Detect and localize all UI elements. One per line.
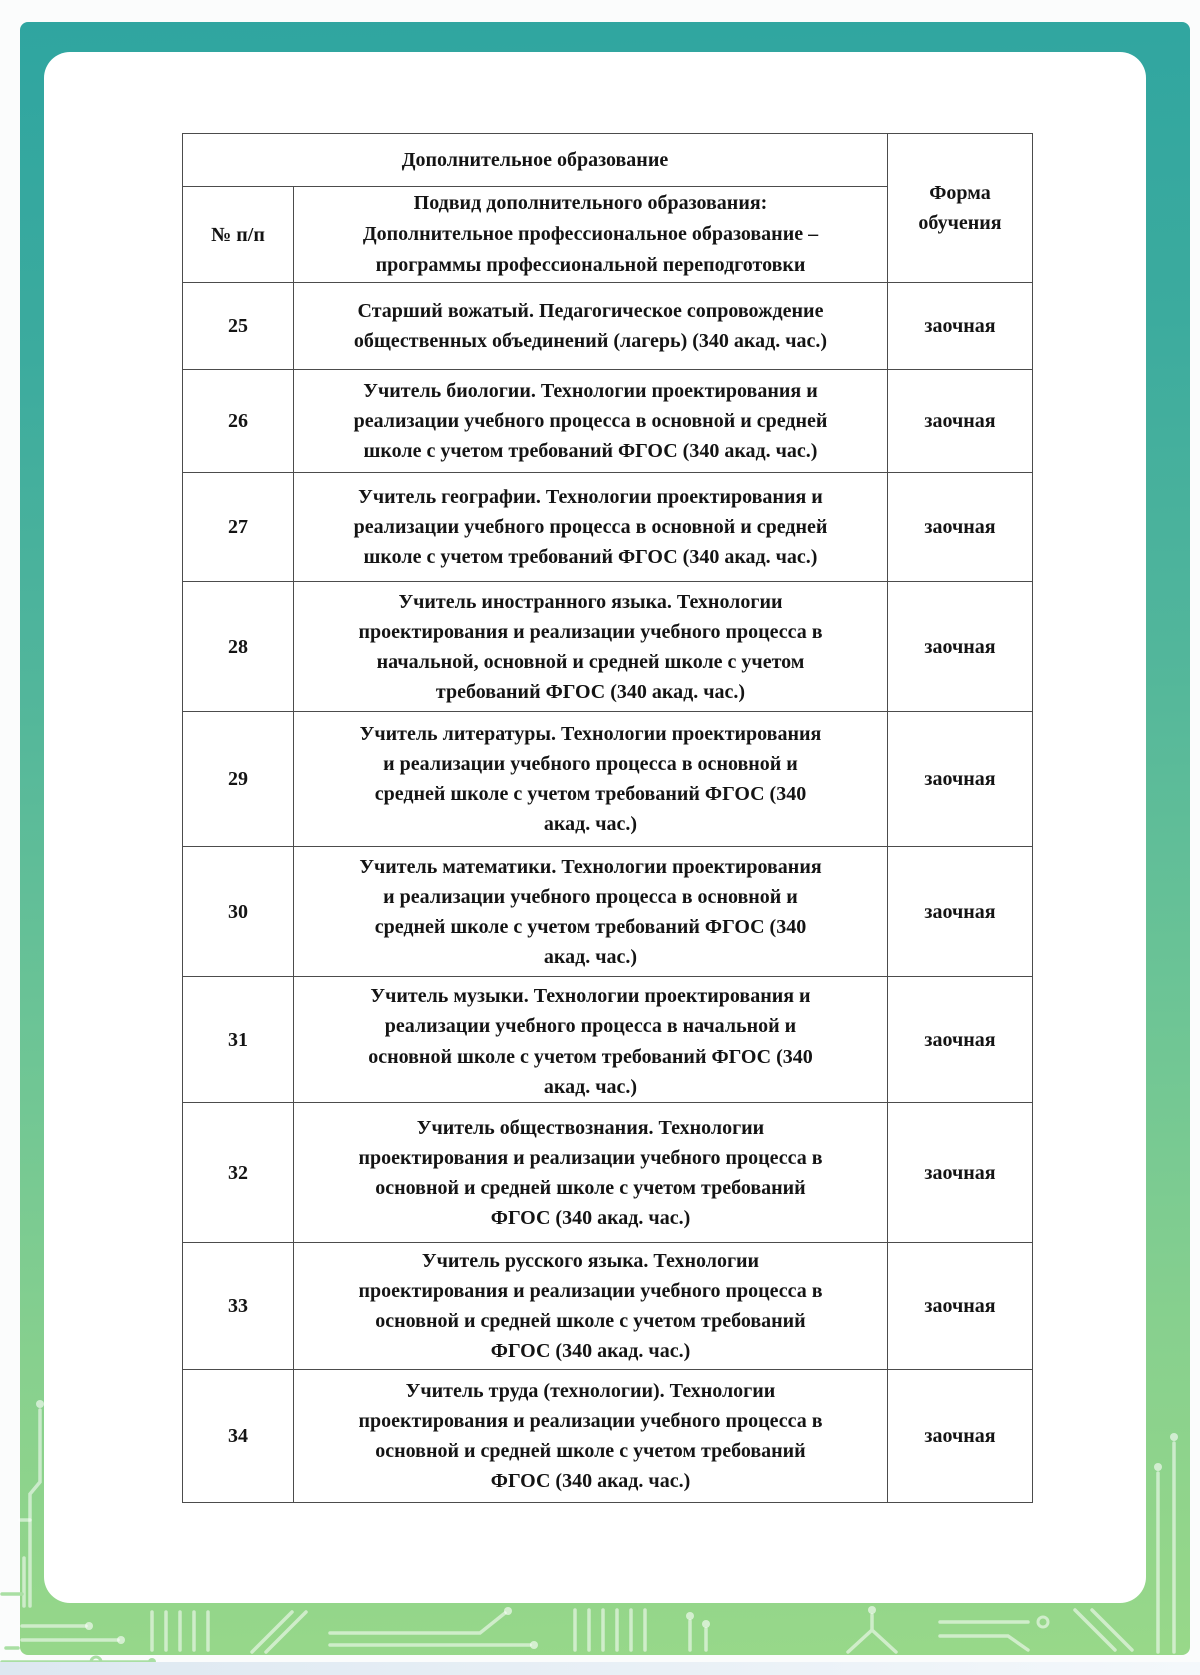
program-line: ФГОС (340 акад. час.) <box>490 1340 691 1362</box>
study-form-cell <box>888 473 1033 582</box>
program-cell <box>294 582 888 712</box>
table-row <box>183 1243 1033 1370</box>
program-cell <box>294 712 888 847</box>
study-form-cell <box>888 1103 1033 1243</box>
group-header-row <box>183 134 1033 187</box>
program-line: реализации учебного процесса в начальной и <box>384 1015 797 1037</box>
row-number: 28 <box>228 635 248 658</box>
program-header-line: Дополнительное профессиональное образование – <box>362 223 819 245</box>
row-number-cell <box>183 847 294 977</box>
program-line: проектирования и реализации учебного процесса в <box>358 1410 823 1432</box>
table-row <box>183 1370 1033 1503</box>
study-form: заочная <box>924 768 996 790</box>
program-line: проектирования и реализации учебного процесса в <box>358 620 823 643</box>
program-line: ФГОС (340 акад. час.) <box>490 1470 691 1492</box>
row-number-cell <box>183 1243 294 1370</box>
table-row <box>183 977 1033 1103</box>
study-form-cell <box>888 977 1033 1103</box>
program-line: Учитель иностранного языка. Технологии <box>398 590 783 613</box>
row-number: 34 <box>228 1425 248 1447</box>
program-line: основной и средней школе с учетом требований <box>375 1310 806 1332</box>
program-line: и реализации учебного процесса в основной и <box>383 885 798 908</box>
group-header-label: Дополнительное образование <box>401 149 669 171</box>
program-line: и реализации учебного процесса в основной и <box>383 753 798 775</box>
program-line: основной и средней школе с учетом требований <box>375 1176 806 1199</box>
study-form: заочная <box>924 1295 996 1317</box>
program-cell <box>294 283 888 370</box>
number-header-label: № п/п <box>211 223 265 246</box>
row-number-cell <box>183 1103 294 1243</box>
study-form-cell <box>888 283 1033 370</box>
row-number-cell <box>183 1370 294 1503</box>
program-cell <box>294 1370 888 1503</box>
number-header-cell <box>183 187 294 283</box>
study-form: заочная <box>924 1161 996 1184</box>
row-number-cell <box>183 473 294 582</box>
program-cell <box>294 977 888 1103</box>
study-form-cell <box>888 1243 1033 1370</box>
row-number-cell <box>183 370 294 473</box>
study-form: заочная <box>924 635 996 658</box>
table-row <box>183 712 1033 847</box>
program-cell <box>294 847 888 977</box>
row-number-cell <box>183 977 294 1103</box>
table-row <box>183 847 1033 977</box>
row-number: 25 <box>228 315 248 337</box>
program-line: требований ФГОС (340 акад. час.) <box>435 680 746 703</box>
study-form: заочная <box>924 516 996 538</box>
program-line: акад. час.) <box>543 1076 638 1098</box>
program-line: Старший вожатый. Педагогическое сопровождение <box>357 300 824 322</box>
program-line: акад. час.) <box>543 813 638 835</box>
study-form-cell <box>888 1370 1033 1503</box>
program-line: проектирования и реализации учебного процесса в <box>358 1280 823 1302</box>
program-line: школе с учетом требований ФГОС (340 акад. час.) <box>363 440 818 462</box>
program-line: Учитель русского языка. Технологии <box>421 1250 760 1272</box>
form-header-label: Форма обучения <box>918 182 1002 234</box>
program-line: Учитель биологии. Технологии проектирования и <box>363 380 818 402</box>
program-line: основной школе с учетом требований ФГОС (340 <box>368 1045 813 1068</box>
program-line: Учитель литературы. Технологии проектирования <box>359 723 822 745</box>
program-cell <box>294 370 888 473</box>
program-line: акад. час.) <box>543 945 638 968</box>
form-header-cell <box>888 134 1033 283</box>
program-line: Учитель труда (технологии). Технологии <box>405 1380 776 1402</box>
program-line: реализации учебного процесса в основной и средней <box>353 410 828 432</box>
study-form-cell <box>888 712 1033 847</box>
program-line: школе с учетом требований ФГОС (340 акад. час.) <box>363 546 818 568</box>
row-number: 29 <box>228 768 248 790</box>
study-form: заочная <box>924 900 996 923</box>
study-form-cell <box>888 370 1033 473</box>
table-row <box>183 582 1033 712</box>
program-line: Учитель музыки. Технологии проектирования и <box>370 984 811 1007</box>
row-number: 26 <box>228 410 248 432</box>
program-line: проектирования и реализации учебного процесса в <box>358 1146 823 1169</box>
table-row <box>183 473 1033 582</box>
program-line: реализации учебного процесса в основной и средней <box>353 516 828 538</box>
group-header-cell <box>183 134 888 187</box>
row-number-cell <box>183 582 294 712</box>
table-row <box>183 1103 1033 1243</box>
program-header-cell <box>294 187 888 283</box>
program-cell <box>294 1243 888 1370</box>
row-number: 31 <box>228 1028 248 1051</box>
program-line: средней школе с учетом требований ФГОС (340 <box>374 915 807 938</box>
study-form-cell <box>888 847 1033 977</box>
row-number-cell <box>183 712 294 847</box>
study-form-cell <box>888 582 1033 712</box>
row-number: 33 <box>228 1295 248 1317</box>
programs-table <box>182 133 1033 1503</box>
program-line: Учитель математики. Технологии проектирования <box>359 855 822 878</box>
study-form: заочная <box>924 410 996 432</box>
program-line: общественных объединений (лагерь) (340 акад. час.) <box>353 330 828 352</box>
program-line: средней школе с учетом требований ФГОС (340 <box>374 783 807 805</box>
row-number-cell <box>183 283 294 370</box>
row-number: 32 <box>228 1161 248 1184</box>
program-line: ФГОС (340 акад. час.) <box>490 1206 691 1229</box>
program-header-line: программы профессиональной переподготовки <box>375 254 806 276</box>
study-form: заочная <box>924 1425 996 1447</box>
table-row <box>183 370 1033 473</box>
program-cell <box>294 473 888 582</box>
table-row <box>183 283 1033 370</box>
row-number: 30 <box>228 900 248 923</box>
scan-edge-artifact <box>0 1662 1200 1675</box>
study-form: заочная <box>924 1028 996 1051</box>
program-cell <box>294 1103 888 1243</box>
program-line: Учитель географии. Технологии проектирования и <box>358 486 823 508</box>
program-line: начальной, основной и средней школе с учетом <box>376 650 805 673</box>
row-number: 27 <box>228 516 248 538</box>
program-line: Учитель обществознания. Технологии <box>416 1116 765 1139</box>
program-header-line: Подвид дополнительного образования: <box>413 192 768 214</box>
study-form: заочная <box>924 315 996 337</box>
program-line: основной и средней школе с учетом требований <box>375 1440 806 1462</box>
